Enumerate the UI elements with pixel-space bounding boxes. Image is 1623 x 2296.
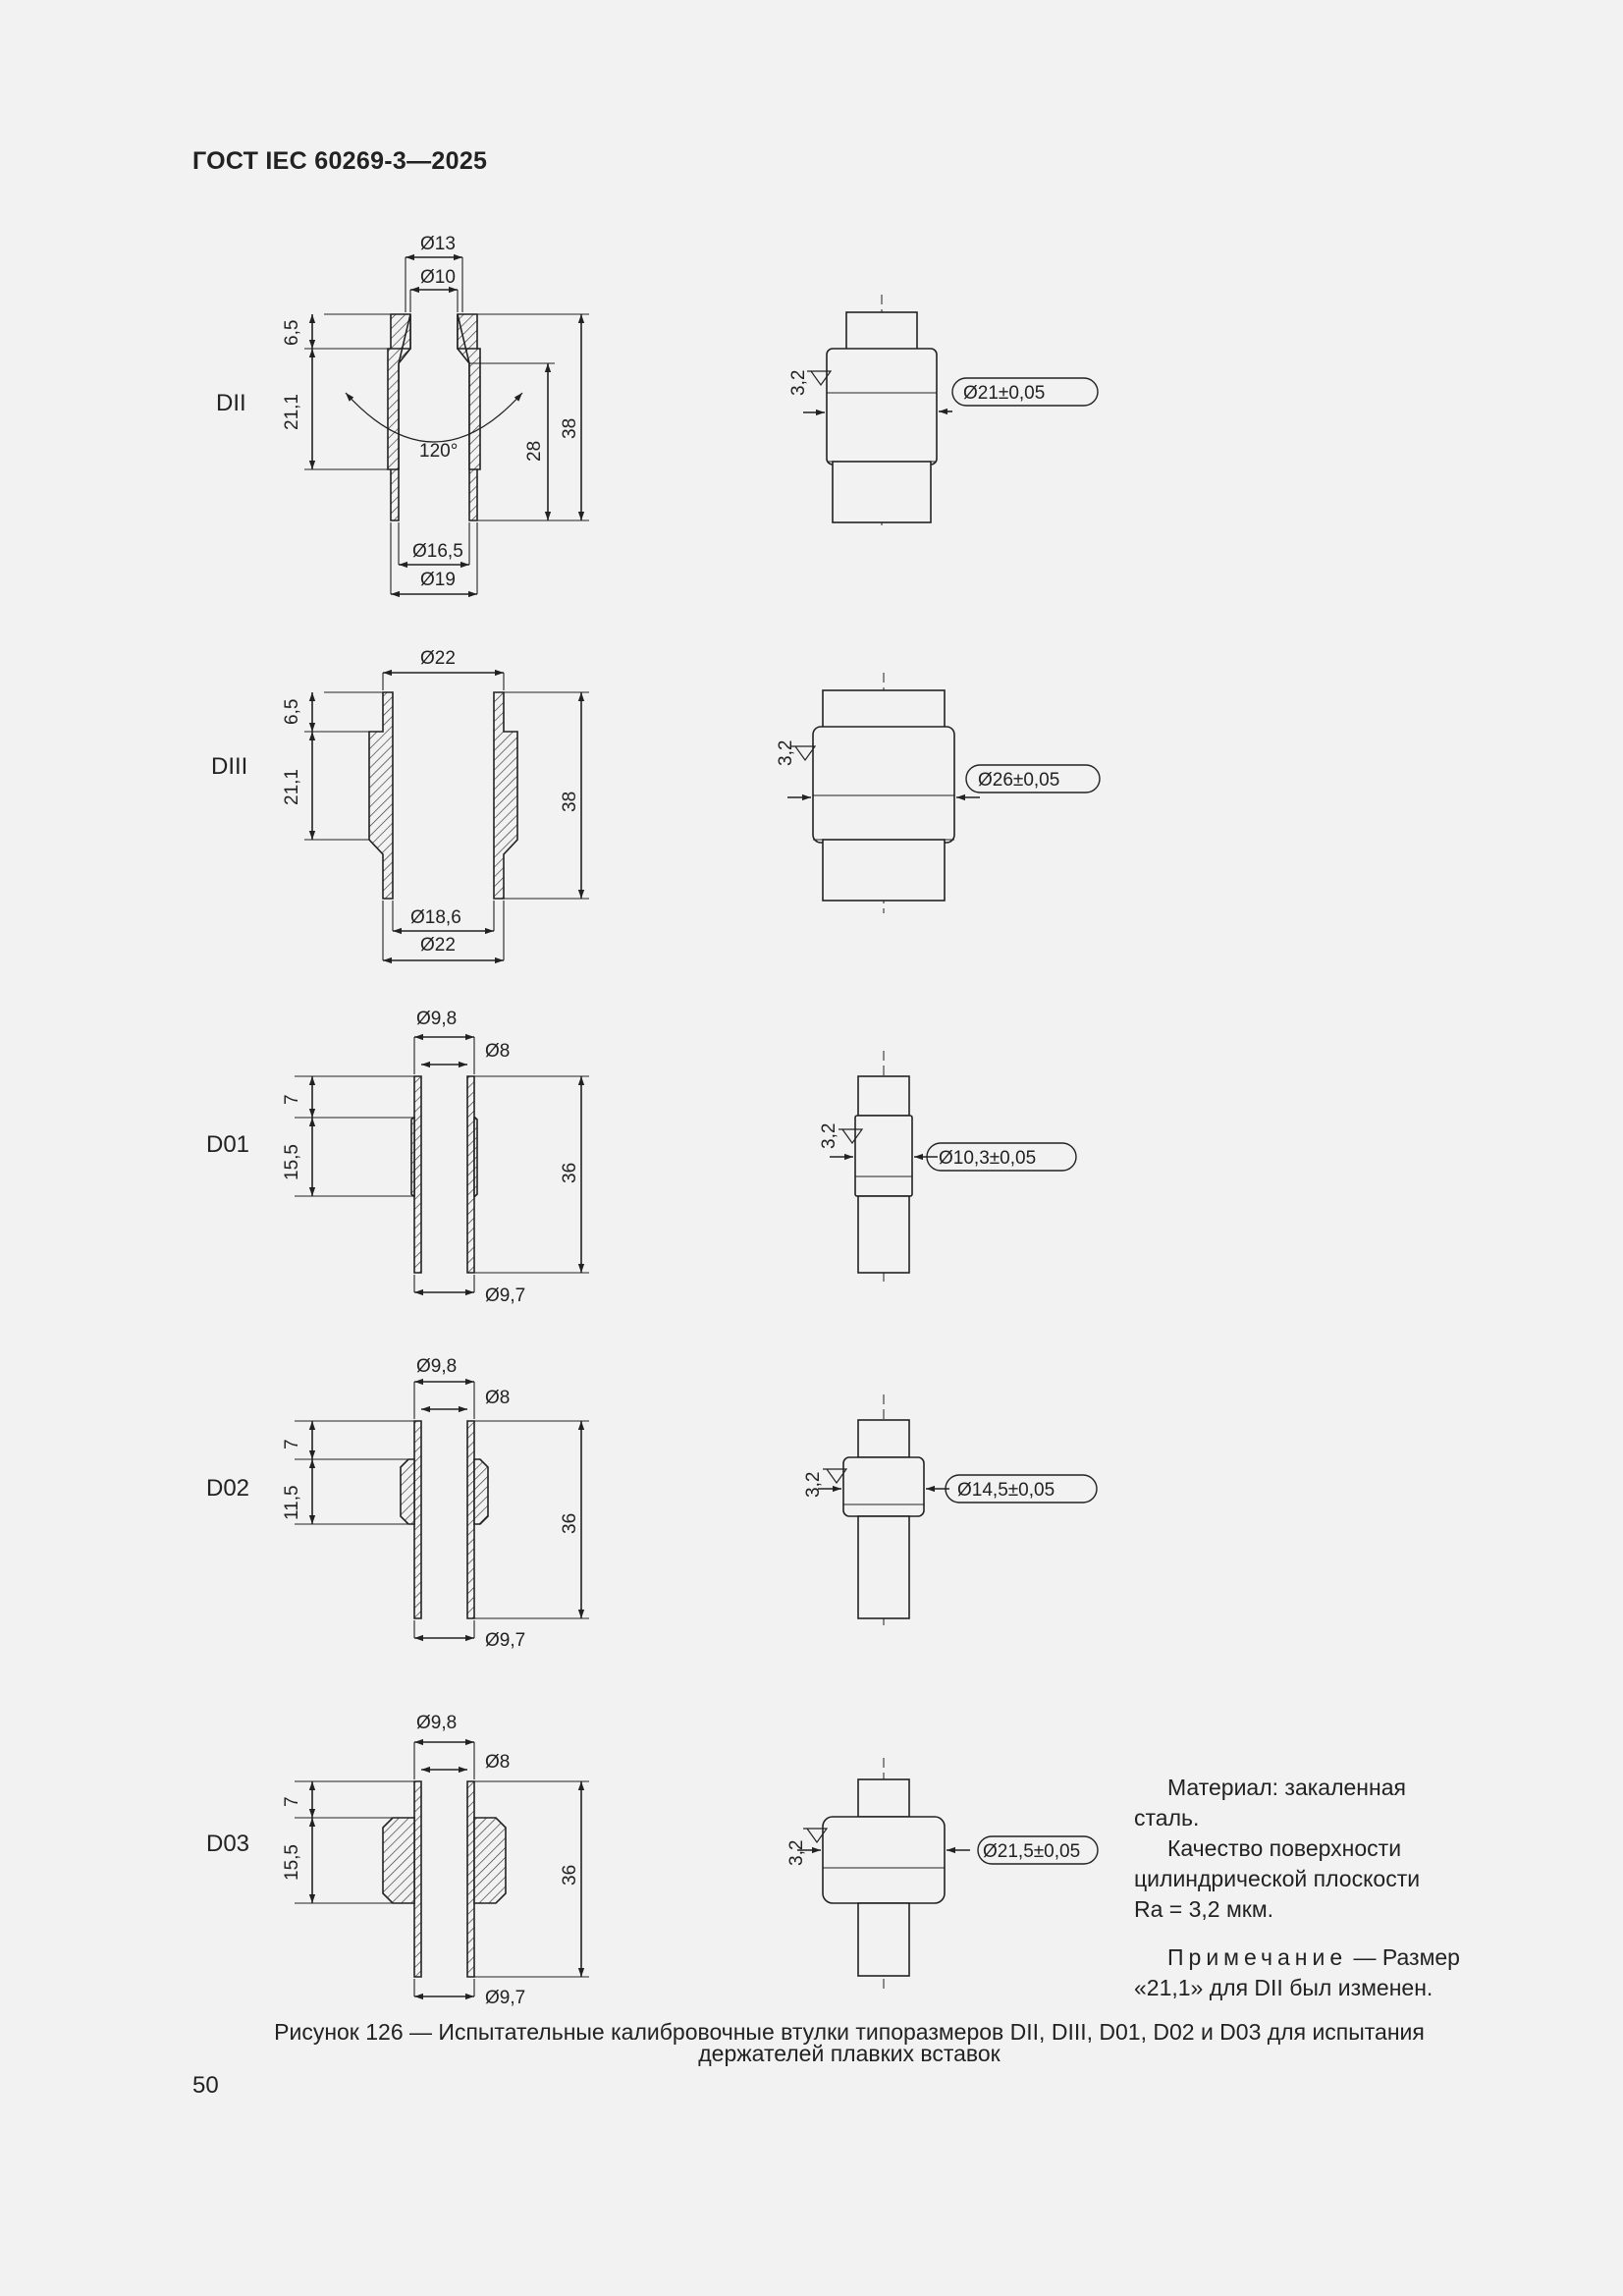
callout-dii: Ø21±0,05	[963, 383, 1046, 404]
dim-dii-inner-top: Ø10	[420, 267, 456, 288]
quality-line-1: Качество поверхности	[1167, 1835, 1402, 1861]
dim-d03-bottom: Ø9,7	[485, 1988, 526, 2008]
dim-d01-h-mid: 15,5	[282, 1144, 302, 1180]
dim-d02-inner-top: Ø8	[485, 1388, 511, 1408]
roughness-diii: 3,2	[776, 739, 796, 766]
d03-view-top	[858, 1779, 909, 1817]
document-header: ГОСТ IEC 60269-3—2025	[192, 147, 488, 175]
dim-dii-outer-top: Ø13	[420, 234, 456, 254]
dim-dii-angle: 120°	[419, 441, 459, 462]
figure-caption	[196, 2021, 1502, 2064]
callout-diii: Ø26±0,05	[978, 770, 1060, 791]
dim-d01-h-top: 7	[282, 1094, 302, 1105]
dim-d01-inner-top: Ø8	[485, 1041, 511, 1062]
d02-wall-right	[467, 1421, 474, 1618]
gauge-label-diii: DIII	[211, 753, 248, 780]
gauge-label-d01: D01	[206, 1131, 250, 1158]
dim-d03-h-mid: 15,5	[282, 1844, 302, 1881]
d03-view-bottom	[858, 1903, 909, 1976]
dim-diii-h-total: 38	[560, 791, 580, 812]
gauge-label-dii: DII	[216, 390, 246, 416]
dim-d01-bottom: Ø9,7	[485, 1285, 526, 1306]
quality-line-3: Ra = 3,2 мкм.	[1134, 1896, 1274, 1922]
note-line-1	[1134, 1942, 1527, 1973]
d03-collar-right	[474, 1818, 506, 1903]
gauge-label-d02: D02	[206, 1475, 250, 1502]
roughness-d03: 3,2	[786, 1839, 807, 1866]
callout-d03: Ø21,5±0,05	[983, 1841, 1081, 1862]
d01-wall-left	[414, 1076, 421, 1273]
note-rest: — Размер	[1347, 1944, 1460, 1970]
material-line-2: сталь.	[1134, 1805, 1200, 1831]
dii-view-top	[846, 312, 917, 350]
dim-d03-h-total: 36	[560, 1864, 580, 1886]
d03-collar-left	[383, 1818, 414, 1903]
dim-d02-bottom: Ø9,7	[485, 1630, 526, 1651]
dim-dii-h-total: 38	[560, 417, 580, 439]
caption-line-2: держателей плавких вставок	[698, 2041, 1001, 2066]
d02-collar-left	[401, 1459, 414, 1524]
diii-view-bottom	[823, 840, 945, 901]
d01-collar-right	[474, 1118, 477, 1196]
d01-view-bottom	[858, 1196, 909, 1273]
d03-wall-left	[414, 1781, 421, 1977]
d02-view-collar	[843, 1457, 924, 1516]
roughness-d01: 3,2	[819, 1122, 839, 1149]
d02-view-bottom	[858, 1516, 909, 1618]
dii-angle-arc	[346, 393, 522, 442]
dim-diii-inner-bottom: Ø18,6	[410, 907, 461, 928]
d02-view-top	[858, 1420, 909, 1457]
note-word: Примечание	[1167, 1944, 1348, 1970]
diii-view-top	[823, 690, 945, 728]
d03-view-collar	[823, 1817, 945, 1903]
diii-wall-left	[369, 692, 393, 899]
roughness-d02: 3,2	[803, 1471, 824, 1498]
notes-block	[1134, 1773, 1527, 2003]
d02-wall-left	[414, 1421, 421, 1618]
quality-line-2: цилиндрической плоскости	[1134, 1866, 1421, 1891]
caption-line-1: Рисунок 126 — Испытательные калибровочные втулки типоразмеров DII, DIII, D01, D02 и D03 для испытания	[274, 2019, 1425, 2045]
dii-view-body	[827, 349, 937, 465]
d01-collar-left	[411, 1118, 414, 1196]
callout-d01: Ø10,3±0,05	[939, 1148, 1037, 1169]
dim-dii-outer-bottom: Ø19	[420, 570, 456, 590]
dim-d02-h-total: 36	[560, 1512, 580, 1534]
dim-d02-h-top: 7	[282, 1439, 302, 1449]
dim-dii-inner-bottom: Ø16,5	[412, 541, 463, 562]
gauge-label-d03: D03	[206, 1831, 250, 1857]
diii-view-body	[813, 727, 954, 843]
d01-view-collar	[855, 1116, 912, 1196]
diii-wall-right	[494, 692, 517, 899]
dim-dii-h-top: 6,5	[282, 319, 302, 346]
note-line-2: «21,1» для DII был изменен.	[1134, 1975, 1434, 2000]
dim-d02-h-mid: 11,5	[282, 1485, 302, 1520]
d01-wall-right	[467, 1076, 474, 1273]
dim-dii-h-inner: 28	[524, 440, 545, 462]
roughness-dii: 3,2	[788, 369, 809, 396]
dim-d02-outer-top: Ø9,8	[416, 1356, 458, 1377]
dim-d03-outer-top: Ø9,8	[416, 1713, 458, 1733]
d02-collar-right	[474, 1459, 488, 1524]
dim-dii-h-mid: 21,1	[282, 394, 302, 430]
dim-diii-outer-bottom: Ø22	[420, 935, 456, 956]
page-number: 50	[192, 2072, 219, 2099]
dim-diii-h-top: 6,5	[282, 698, 302, 725]
dii-view-bottom	[833, 462, 931, 522]
dim-diii-h-mid: 21,1	[282, 769, 302, 805]
dim-d03-inner-top: Ø8	[485, 1752, 511, 1773]
material-line-1: Материал: закаленная	[1167, 1775, 1406, 1800]
dim-d01-outer-top: Ø9,8	[416, 1009, 458, 1029]
dim-d03-h-top: 7	[282, 1796, 302, 1807]
dim-diii-outer-top: Ø22	[420, 648, 456, 669]
d01-view-top	[858, 1076, 909, 1116]
dim-d01-h-total: 36	[560, 1162, 580, 1183]
d03-wall-right	[467, 1781, 474, 1977]
callout-d02: Ø14,5±0,05	[957, 1480, 1055, 1501]
